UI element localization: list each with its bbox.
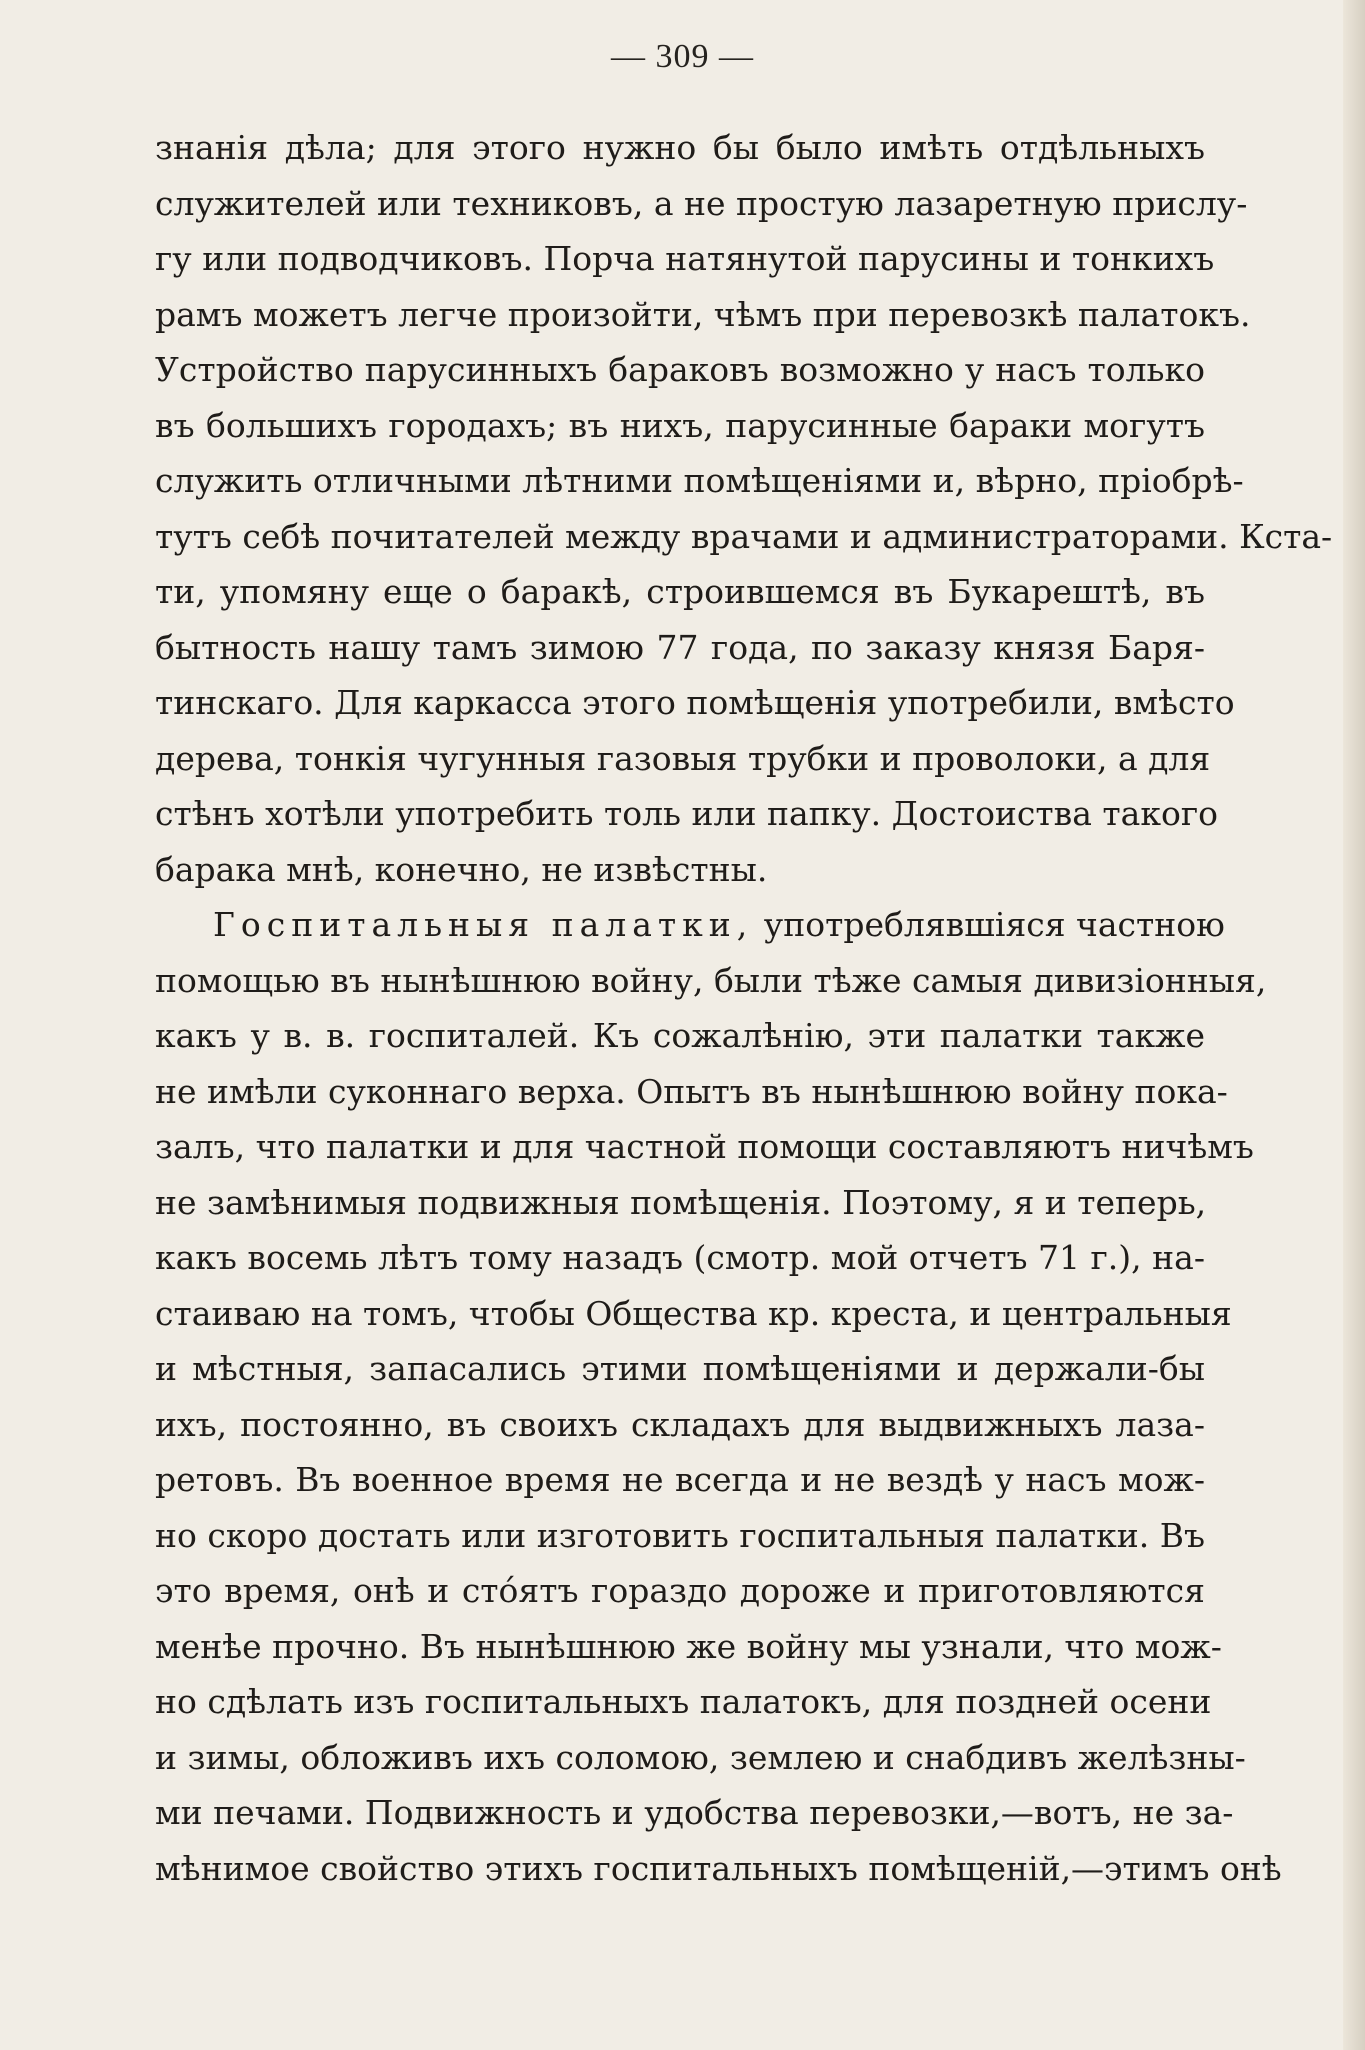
text-line: не замѣнимыя подвижныя помѣщенія. Поэтому, я и теперь, (155, 1182, 1207, 1222)
text-line: и зимы, обложивъ ихъ соломою, землею и снабдивъ желѣзны- (155, 1737, 1246, 1777)
text-line: служителей или техниковъ, а не простую лазаретную прислу- (155, 183, 1248, 223)
paragraph-1 (155, 120, 1333, 897)
text-line: но сдѣлать изъ госпитальныхъ палатокъ, для поздней осени (155, 1682, 1212, 1721)
text-line: какъ восемь лѣтъ тому назадъ (смотр. мой отчетъ 71 г.), на- (155, 1238, 1205, 1277)
text-line: мѣнимое свойство этихъ госпитальныхъ помѣщеній,—этимъ онѣ (155, 1848, 1282, 1888)
text-line: знанія дѣла; для этого нужно бы было имѣть отдѣльныхъ (155, 128, 1205, 167)
text-line: и мѣстныя, запасались этими помѣщеніями и держали-бы (155, 1349, 1205, 1388)
body-text (155, 120, 1333, 1896)
text-line: ти, упомяну еще о баракѣ, строившемся въ Букарештѣ, въ (155, 572, 1205, 611)
text-line: какъ у в. в. госпиталей. Къ сожалѣнію, эти палатки также (155, 1016, 1205, 1055)
text-line: тутъ себѣ почитателей между врачами и администраторами. Кста- (155, 516, 1333, 556)
text-line: Устройство парусинныхъ бараковъ возможно у насъ только (155, 350, 1205, 389)
text-line: не имѣли суконнаго верха. Опытъ въ нынѣшнюю войну пока- (155, 1071, 1228, 1111)
page-number: — 309 — (611, 38, 754, 75)
text-line: барака мнѣ, конечно, не извѣстны. (155, 849, 768, 889)
text-line: служить отличными лѣтними помѣщеніями и, вѣрно, пріобрѣ- (155, 461, 1244, 500)
text-line: но скоро достать или изготовить госпитальныя палатки. Въ (155, 1515, 1205, 1555)
spaced-heading: Госпитальныя палатки, (213, 905, 754, 944)
text-line: гу или подводчиковъ. Порча натянутой парусины и тонкихъ (155, 239, 1215, 278)
text-line: ретовъ. Въ военное время не всегда и не вездѣ у насъ мож- (155, 1460, 1205, 1499)
text-line: рамъ можетъ легче произойти, чѣмъ при перевозкѣ палатокъ. (155, 294, 1251, 334)
text-span: употреблявшіяся частною (763, 905, 1225, 944)
text-line: въ большихъ городахъ; въ нихъ, парусинные бараки могутъ (155, 405, 1205, 445)
text-line: стѣнъ хотѣли употребить толь или папку. Достоиства такого (155, 794, 1218, 833)
text-line: бытность нашу тамъ зимою 77 года, по заказу князя Баря- (155, 627, 1205, 667)
text-line: тинскаго. Для каркасса этого помѣщенія употребили, вмѣсто (155, 683, 1235, 722)
text-line: помощью въ нынѣшнюю войну, были тѣже самыя дивизіонныя, (155, 960, 1267, 1000)
paragraph-2-first-line (155, 897, 1225, 953)
text-line: ми печами. Подвижность и удобства перевозки,—вотъ, не за- (155, 1793, 1234, 1832)
text-line: залъ, что палатки и для частной помощи составляютъ ничѣмъ (155, 1127, 1254, 1166)
text-line: стаиваю на томъ, чтобы Общества кр. креста, и центральныя (155, 1293, 1232, 1333)
paragraph-2 (155, 897, 1282, 1896)
text-line: это время, онѣ и стóятъ гораздо дороже и приготовляются (155, 1571, 1205, 1610)
text-line: менѣе прочно. Въ нынѣшнюю же войну мы узнали, что мож- (155, 1626, 1222, 1666)
text-line: дерева, тонкія чугунныя газовыя трубки и проволоки, а для (155, 738, 1211, 778)
text-line: ихъ, постоянно, въ своихъ складахъ для выдвижныхъ лаза- (155, 1404, 1205, 1444)
